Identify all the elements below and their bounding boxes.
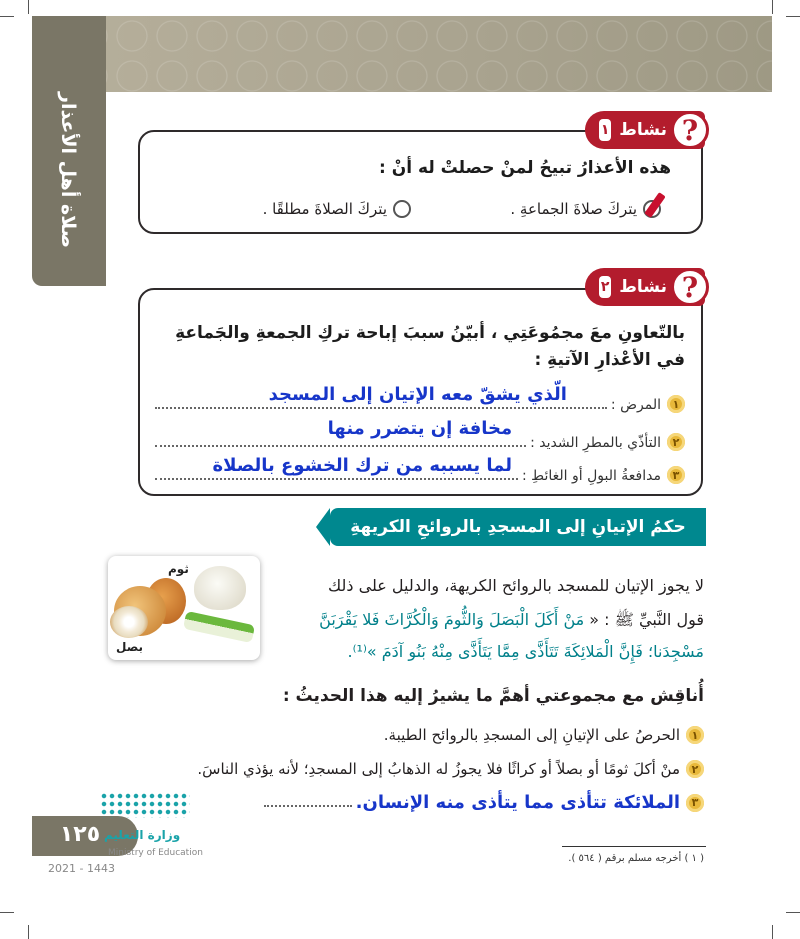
- point-text: منْ أكلَ ثومًا أو بصلاً أو كراثًا فلا يجوزُ له الذهابُ إلى المسجدِ؛ لأنه يؤذي الناسَ.: [197, 760, 680, 778]
- answer-line[interactable]: [264, 805, 352, 807]
- option-label: يتركَ الصلاةَ مطلقًا .: [262, 200, 387, 218]
- activity-1-option-2[interactable]: [263, 200, 411, 218]
- answer-line[interactable]: [155, 384, 607, 409]
- activity-2-badge: [585, 268, 705, 306]
- activity-2-item: [155, 456, 685, 484]
- number-bullet-icon: ٢: [686, 760, 704, 778]
- option-label: يتركَ صلاةَ الجماعةِ .: [510, 200, 637, 218]
- activity-1-question: هذه الأعذارُ تبيحُ لمنْ حصلتْ له أنْ :: [379, 158, 671, 178]
- number-bullet-icon: ٢: [667, 433, 685, 451]
- ministry-logo-arabic: وزارة التعليم: [104, 828, 181, 842]
- crop-mark: [28, 0, 29, 14]
- hadith-intro: قول النَّبيِّ ﷺ : «: [584, 610, 704, 629]
- question-mark-icon: ?: [671, 268, 709, 306]
- ministry-logo-english: Ministry of Education: [108, 848, 203, 858]
- badge-number: ١: [599, 119, 611, 141]
- body-text: [319, 610, 704, 633]
- page-number: ١٢٥: [59, 822, 101, 847]
- discussion-title: أُناقِش مع مجموعتي أهمَّ ما يشيرُ إليه هذا الحديثُ :: [282, 686, 704, 706]
- badge-label: نشاط: [619, 120, 667, 140]
- activity-1-option-1[interactable]: [510, 200, 661, 218]
- radio-empty-icon[interactable]: [393, 200, 411, 218]
- radio-checked-icon[interactable]: [643, 200, 661, 218]
- crop-mark: [28, 925, 29, 939]
- crop-mark: [0, 16, 14, 17]
- activity-1-badge: [585, 111, 705, 149]
- activity-2-box: [138, 288, 703, 496]
- garlic-icon: [194, 566, 246, 610]
- crop-mark: [772, 925, 773, 939]
- cut-onion-icon: [110, 606, 148, 638]
- chapter-title: صلاة أهل الأعذار: [57, 92, 79, 248]
- discussion-point: [264, 792, 704, 813]
- checkmark-icon: [644, 192, 665, 218]
- discussion-point: [384, 726, 704, 744]
- garlic-label: ثوم: [168, 562, 189, 576]
- hadith-text: مَنْ أَكَلَ الْبَصَلَ وَالثُّومَ وَالْكُرَّاثَ فَلا يَقْرَبَنَّ: [319, 610, 585, 629]
- number-bullet-icon: ١: [686, 726, 704, 744]
- footnote: ( ١ ) أخرجه مسلم برقم ( ٥٦٤ ).: [568, 853, 704, 864]
- handwritten-answer: الّذي يشقّ معه الإتيان إلى المسجد: [268, 384, 567, 405]
- top-decorative-band: [32, 16, 772, 92]
- number-bullet-icon: ٣: [686, 794, 704, 812]
- footnote-divider: [562, 846, 706, 847]
- handwritten-answer: مخافة إن يتضرر منها: [327, 418, 513, 439]
- section-heading: حكمُ الإتيانِ إلى المسجدِ بالروائحِ الكريهةِ: [330, 508, 706, 546]
- question-mark-icon: ?: [671, 111, 709, 149]
- answer-line[interactable]: [155, 455, 518, 480]
- onion-garlic-image: [108, 556, 260, 660]
- item-label: التأذّي بالمطرِ الشديد :: [530, 435, 661, 451]
- crop-mark: [786, 912, 800, 913]
- discussion-point: [197, 760, 704, 778]
- number-bullet-icon: ١: [667, 395, 685, 413]
- handwritten-answer: لما يسببه من ترك الخشوع بالصلاة: [212, 455, 512, 476]
- number-bullet-icon: ٣: [667, 466, 685, 484]
- handwritten-answer: الملائكة تتأذى مما يتأذى منه الإنسان.: [355, 792, 680, 813]
- crop-mark: [0, 912, 14, 913]
- onion-label: بصل: [116, 640, 144, 654]
- item-label: مدافعةُ البولِ أو الغائطِ :: [521, 468, 661, 484]
- scallion-icon: [183, 611, 255, 643]
- body-text: لا يجوز الإتيان للمسجد بالروائح الكريهة، والدليل على ذلك: [328, 576, 704, 595]
- activity-2-item: [155, 385, 685, 413]
- ministry-logo-icon: [100, 792, 190, 818]
- badge-label: نشاط: [619, 277, 667, 297]
- crop-mark: [786, 16, 800, 17]
- badge-number: ٢: [599, 276, 611, 298]
- crop-mark: [772, 0, 773, 14]
- activity-2-item: [155, 418, 685, 451]
- edition-year: 2021 - 1443: [48, 862, 115, 875]
- answer-line[interactable]: [155, 418, 526, 447]
- point-text: الحرصُ على الإتيانِ إلى المسجدِ بالروائح الطيبة.: [383, 726, 680, 744]
- activity-2-question: بالتّعاونِ معَ مجمُوعَتِي ، أبيّنُ سببَ إباحة تركِ الجمعةِ والجَماعةِ في الأعْذارِ الآتيةِ :: [175, 323, 685, 371]
- item-label: المرض :: [610, 397, 661, 413]
- hadith-text: مَسْجِدَنا؛ فَإِنَّ الْمَلائِكَةَ تَتَأَذَّى مِمَّا يَتَأَذَّى مِنْهُ بَنُو آدَمَ »⁽¹⁾.: [347, 642, 704, 661]
